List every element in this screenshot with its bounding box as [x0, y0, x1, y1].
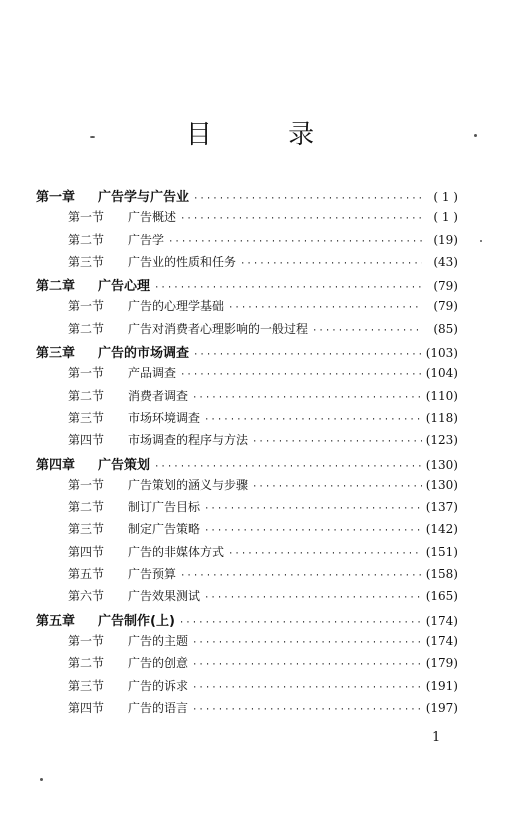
toc-section-entry — [36, 297, 458, 319]
entry-page: (174) — [425, 633, 458, 648]
toc-section-entry — [36, 543, 458, 565]
entry-page: (118) — [425, 410, 458, 425]
toc-section-entry — [36, 231, 458, 253]
entry-title: 市场环境调查 — [128, 410, 201, 425]
entry-number: 第三章 — [36, 346, 76, 362]
entry-title: 广告的创意 — [128, 656, 189, 671]
entry-title: 广告心理 — [98, 279, 151, 295]
entry-page: (179) — [425, 656, 458, 671]
entry-page: (137) — [425, 500, 458, 515]
scan-speck — [474, 134, 477, 137]
toc-section-entry — [36, 409, 458, 431]
toc-section-entry — [36, 387, 458, 409]
dot-leader — [192, 393, 422, 403]
dot-leader — [240, 259, 422, 269]
dot-leader — [193, 194, 422, 204]
entry-number: 第三节 — [68, 254, 105, 269]
toc-section-entry — [36, 677, 458, 699]
dot-leader — [193, 350, 422, 360]
dot-leader — [180, 370, 422, 380]
entry-page: (79) — [433, 279, 458, 294]
entry-number: 第五节 — [68, 567, 105, 582]
toc-chapter-entry — [36, 275, 458, 297]
dot-leader — [252, 437, 422, 447]
entry-number: 第三节 — [68, 678, 105, 693]
dot-leader — [180, 571, 422, 581]
dot-leader — [192, 638, 422, 648]
entry-title: 广告的非媒体方式 — [128, 544, 225, 559]
scan-speck — [480, 240, 482, 242]
entry-number: 第二章 — [36, 279, 76, 295]
toc-section-entry — [36, 699, 458, 721]
entry-number: 第五章 — [36, 613, 76, 629]
entry-number: 第二节 — [68, 388, 105, 403]
entry-number: 第三节 — [68, 522, 105, 537]
entry-page: (43) — [433, 254, 458, 269]
entry-number: 第二节 — [68, 500, 105, 515]
entry-page: (130) — [425, 477, 458, 492]
entry-number: 第二节 — [68, 321, 105, 336]
entry-page: (130) — [425, 457, 458, 472]
entry-number: 第四章 — [36, 457, 76, 473]
dot-leader — [312, 326, 422, 336]
toc-section-entry — [36, 431, 458, 453]
entry-page: (174) — [425, 613, 458, 628]
entry-page: (85) — [433, 321, 458, 336]
entry-number: 第一节 — [68, 633, 105, 648]
toc-section-entry — [36, 587, 458, 609]
entry-page: (142) — [425, 522, 458, 537]
dot-leader — [168, 237, 422, 247]
entry-page: (197) — [425, 700, 458, 715]
entry-page: (151) — [425, 544, 458, 559]
entry-title: 广告的诉求 — [128, 678, 189, 693]
entry-title: 广告业的性质和任务 — [128, 254, 237, 269]
entry-number: 第一节 — [68, 477, 105, 492]
toc-section-entry — [36, 476, 458, 498]
entry-title: 市场调查的程序与方法 — [128, 433, 249, 448]
toc-section-entry — [36, 654, 458, 676]
dot-leader — [204, 526, 422, 536]
entry-page: (104) — [425, 366, 458, 381]
toc-section-entry — [36, 632, 458, 654]
entry-page: ( 1 ) — [433, 210, 458, 225]
table-of-contents — [36, 186, 458, 721]
dot-leader — [192, 660, 422, 670]
dot-leader — [252, 482, 422, 492]
toc-section-entry — [36, 565, 458, 587]
entry-title: 广告学 — [128, 232, 165, 247]
entry-title: 广告效果测试 — [128, 589, 201, 604]
entry-page: (103) — [425, 346, 458, 361]
toc-section-entry — [36, 520, 458, 542]
toc-chapter-entry — [36, 610, 458, 632]
scan-speck — [90, 136, 95, 138]
toc-section-entry — [36, 208, 458, 230]
entry-page: (191) — [425, 678, 458, 693]
entry-page: (110) — [425, 388, 458, 403]
dot-leader — [180, 214, 422, 224]
entry-number: 第一节 — [68, 366, 105, 381]
dot-leader — [204, 415, 422, 425]
entry-title: 消费者调查 — [128, 388, 189, 403]
entry-title: 广告策划 — [98, 457, 151, 473]
toc-chapter-entry — [36, 186, 458, 208]
entry-page: (158) — [425, 567, 458, 582]
dot-leader — [192, 683, 422, 693]
entry-number: 第一章 — [36, 190, 76, 205]
entry-page: ( 1 ) — [433, 190, 458, 204]
toc-chapter-entry — [36, 342, 458, 364]
toc-section-entry — [36, 253, 458, 275]
entry-page: (79) — [433, 299, 458, 314]
entry-title: 广告的语言 — [128, 700, 189, 715]
entry-number: 第二节 — [68, 232, 105, 247]
dot-leader — [204, 593, 422, 603]
entry-title: 广告学与广告业 — [98, 190, 190, 205]
entry-number: 第一节 — [68, 299, 105, 314]
toc-section-entry — [36, 364, 458, 386]
dot-leader — [154, 462, 422, 472]
scan-speck — [40, 778, 43, 781]
entry-number: 第四节 — [68, 433, 105, 448]
toc-section-entry — [36, 498, 458, 520]
entry-title: 广告制作(上) — [98, 613, 175, 629]
entry-title: 广告预算 — [128, 567, 177, 582]
page-title: 目 录 — [185, 120, 349, 150]
entry-number: 第四节 — [68, 700, 105, 715]
page-number: 1 — [432, 730, 441, 745]
dot-leader — [228, 303, 422, 313]
entry-title: 广告对消费者心理影响的一般过程 — [128, 321, 309, 336]
entry-title: 广告的主题 — [128, 633, 189, 648]
entry-number: 第三节 — [68, 410, 105, 425]
entry-title: 制定广告策略 — [128, 522, 201, 537]
entry-number: 第一节 — [68, 210, 105, 225]
entry-title: 制订广告目标 — [128, 500, 201, 515]
entry-number: 第四节 — [68, 544, 105, 559]
entry-number: 第二节 — [68, 656, 105, 671]
entry-page: (123) — [425, 433, 458, 448]
entry-title: 广告的市场调查 — [98, 346, 190, 362]
dot-leader — [204, 504, 422, 514]
entry-title: 广告策划的涵义与步骤 — [128, 477, 249, 492]
entry-title: 广告的心理学基础 — [128, 299, 225, 314]
dot-leader — [179, 618, 422, 628]
entry-number: 第六节 — [68, 589, 105, 604]
dot-leader — [192, 705, 422, 715]
entry-page: (19) — [433, 232, 458, 247]
entry-page: (165) — [425, 589, 458, 604]
entry-title: 产品调查 — [128, 366, 177, 381]
dot-leader — [228, 549, 422, 559]
entry-title: 广告概述 — [128, 210, 177, 225]
dot-leader — [154, 283, 422, 293]
toc-chapter-entry — [36, 454, 458, 476]
toc-section-entry — [36, 320, 458, 342]
